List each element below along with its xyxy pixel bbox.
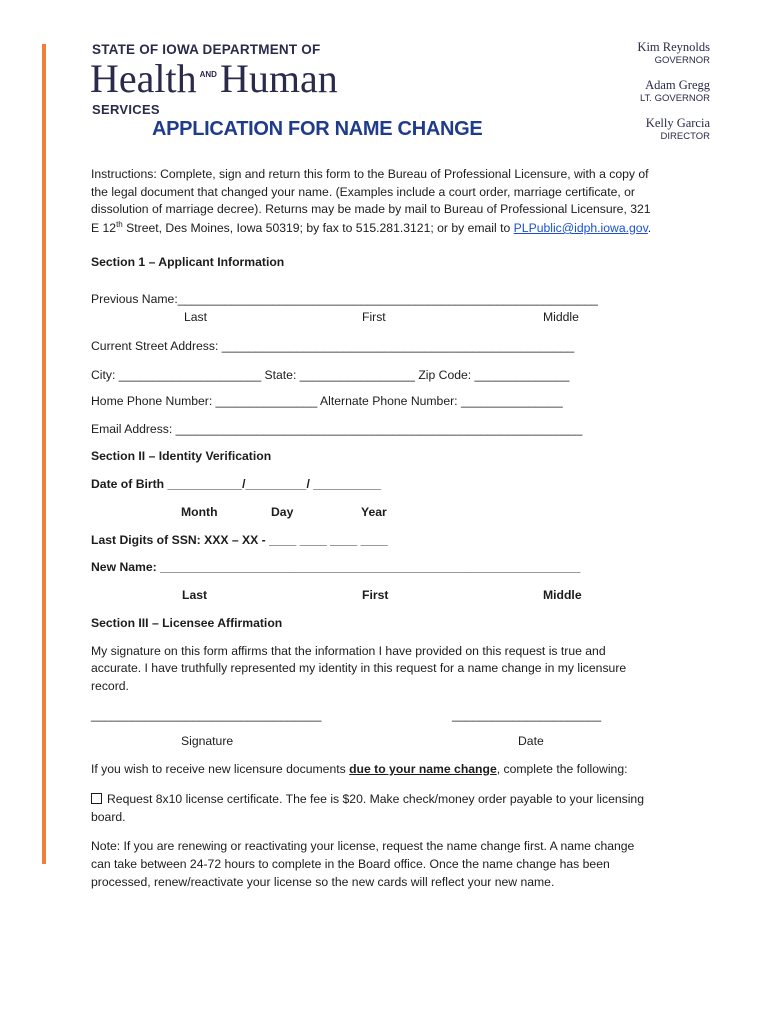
instructions-line bbox=[91, 216, 651, 237]
receive-text: If you wish to receive new licensure documents bbox=[91, 762, 350, 776]
section2-heading: Section II – Identity Verification bbox=[91, 449, 272, 463]
new-first-label: First bbox=[362, 588, 389, 602]
instructions-text: . bbox=[647, 221, 652, 236]
certificate-request-text: Request 8x10 license certificate. The fee is $20. Make check/money order payable to your licensing bbox=[107, 792, 644, 806]
note-line: Note: If you are renewing or reactivating your license, request the name change first. A name change bbox=[91, 839, 635, 853]
date-line[interactable]: ______________________ bbox=[452, 708, 602, 722]
new-last-label: Last bbox=[182, 588, 208, 602]
street-address-field[interactable]: Current Street Address: ____________________________________________________ bbox=[91, 339, 575, 353]
form-title: APPLICATION FOR NAME CHANGE bbox=[152, 118, 483, 140]
city-state-zip-field[interactable]: City: _____________________ State: _________________ Zip Code: ______________ bbox=[91, 368, 570, 382]
instructions-line: Instructions: Complete, sign and return this form to the Bureau of Professional Licensure, with a copy of bbox=[91, 167, 649, 181]
dob-month-label: Month bbox=[181, 505, 218, 519]
logo-health-human bbox=[90, 56, 338, 106]
affirmation-line: accurate. I have truthfully represented my identity in this request for a name change in my licensure bbox=[91, 661, 627, 675]
official-title: DIRECTOR bbox=[660, 131, 710, 142]
previous-last-label: Last bbox=[184, 310, 208, 324]
instructions-text: Street, Des Moines, Iowa 50319; by fax to 515.281.3121; or by email to bbox=[122, 221, 514, 236]
logo-health: Health bbox=[90, 56, 197, 101]
date-label: Date bbox=[518, 734, 544, 748]
note-line: can take between 24-72 hours to complete in the Board office. Once the name change has been bbox=[91, 857, 610, 871]
official-name: Kim Reynolds bbox=[637, 40, 710, 54]
affirmation-line: My signature on this form affirms that the information I have provided on this request is true and bbox=[91, 644, 606, 658]
officials-list bbox=[510, 40, 710, 154]
accent-bar bbox=[42, 44, 46, 864]
logo-services: SERVICES bbox=[92, 102, 160, 117]
previous-first-label: First bbox=[362, 310, 386, 324]
instructions-text: E 12 bbox=[91, 221, 117, 236]
email-field[interactable]: Email Address: ____________________________________________________________ bbox=[91, 422, 583, 436]
official-name: Adam Gregg bbox=[645, 78, 710, 92]
official-title: GOVERNOR bbox=[654, 55, 710, 66]
logo-human: Human bbox=[219, 56, 338, 101]
ordinal-suffix: th bbox=[116, 220, 123, 229]
dob-day-label: Day bbox=[271, 505, 294, 519]
signature-label: Signature bbox=[181, 734, 234, 748]
date-of-birth-field[interactable]: Date of Birth ___________/_________/ __________ bbox=[91, 477, 382, 491]
logo-and: AND bbox=[199, 69, 217, 79]
email-link[interactable]: PLPublic@idph.iowa.gov bbox=[513, 221, 648, 236]
certificate-request-option bbox=[91, 790, 644, 808]
receive-documents-text bbox=[91, 760, 627, 778]
logo-dept-line: STATE OF IOWA DEPARTMENT OF bbox=[92, 42, 321, 57]
section1-heading: Section 1 – Applicant Information bbox=[91, 255, 285, 269]
receive-text-underlined: due to your name change bbox=[349, 762, 497, 776]
instructions-line: dissolution of marriage decree). Returns may be made by mail to Bureau of Professional Licensure, 321 bbox=[91, 202, 651, 216]
new-middle-label: Middle bbox=[543, 588, 582, 602]
section3-heading: Section III – Licensee Affirmation bbox=[91, 616, 283, 630]
previous-middle-label: Middle bbox=[543, 310, 579, 324]
official-name: Kelly Garcia bbox=[645, 116, 710, 130]
dob-year-label: Year bbox=[361, 505, 387, 519]
previous-name-field[interactable]: Previous Name:______________________________________________________________ bbox=[91, 292, 598, 306]
signature-line[interactable]: __________________________________ bbox=[91, 708, 322, 722]
affirmation-line: record. bbox=[91, 679, 129, 693]
ssn-field[interactable]: Last Digits of SSN: XXX – XX - ____ ____ ____ ____ bbox=[91, 533, 388, 547]
instructions-line: the legal document that changed your name. (Examples include a court order, marriage certificate, or bbox=[91, 185, 635, 199]
note-line: processed, renew/reactivate your license so the new cards will reflect your new name. bbox=[91, 875, 555, 889]
new-name-field[interactable]: New Name: ______________________________________________________________ bbox=[91, 560, 581, 574]
certificate-checkbox[interactable] bbox=[91, 793, 102, 804]
phone-fields[interactable]: Home Phone Number: _______________ Alternate Phone Number: _______________ bbox=[91, 394, 563, 408]
certificate-request-text: board. bbox=[91, 810, 126, 824]
official-title: LT. GOVERNOR bbox=[639, 93, 710, 104]
receive-text: , complete the following: bbox=[496, 762, 628, 776]
